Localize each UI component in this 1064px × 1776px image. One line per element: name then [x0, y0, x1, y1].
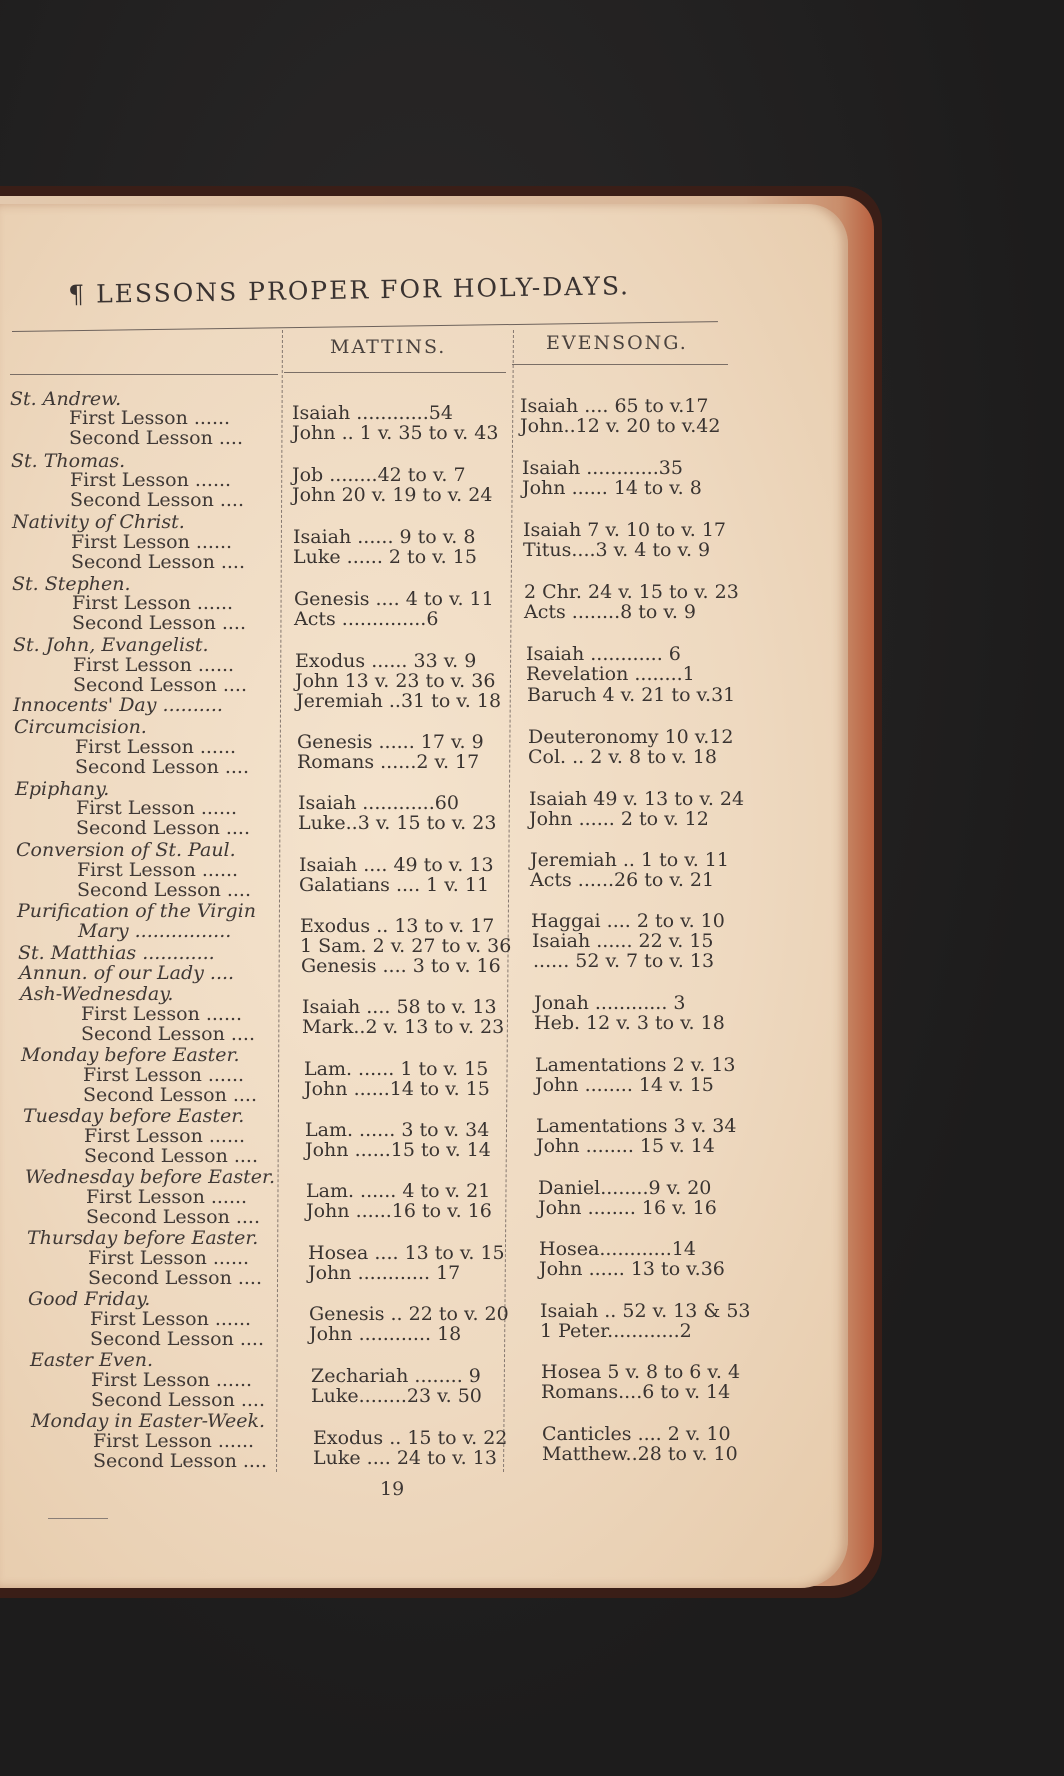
day-label: Tuesday before Easter.: [23, 1105, 245, 1127]
evensong-first: Jonah ............ 3: [534, 992, 686, 1014]
evensong-second: Acts ......26 to v. 21: [530, 869, 715, 891]
second-lesson-label: Second Lesson ....: [71, 551, 246, 573]
mattins-second: Galatians .... 1 v. 11: [299, 874, 490, 896]
mattins-second: John 20 v. 19 to v. 24: [292, 484, 493, 506]
second-lesson-label: Second Lesson ....: [86, 1206, 261, 1228]
mattins-first: Exodus ...... 33 v. 9: [295, 650, 477, 672]
first-lesson-label: First Lesson ......: [73, 654, 235, 676]
day-label: Good Friday.: [28, 1288, 151, 1310]
first-lesson-label: First Lesson ......: [86, 1186, 248, 1208]
mattins-first: Lam. ...... 4 to v. 21: [306, 1180, 491, 1202]
second-lesson-label: Second Lesson ....: [72, 612, 247, 634]
first-lesson-label: First Lesson ......: [77, 859, 239, 881]
day-label: Ash-Wednesday.: [20, 983, 174, 1005]
evensong-first: Lamentations 2 v. 13: [535, 1054, 736, 1076]
second-lesson-label: Second Lesson ....: [90, 1328, 265, 1350]
evensong-column-rule: [512, 364, 728, 365]
mattins-second: John 13 v. 23 to v. 36: [295, 670, 496, 692]
mattins-first: Genesis .. 22 to v. 20: [309, 1303, 509, 1325]
first-lesson-label: First Lesson ......: [83, 1064, 245, 1086]
evensong-second: Revelation ........1: [526, 663, 695, 685]
evensong-second: John ........ 14 v. 15: [535, 1074, 714, 1096]
mattins-second: John ............ 18: [309, 1323, 462, 1345]
day-label: Annun. of our Lady ....: [19, 962, 235, 984]
evensong-first: Deuteronomy 10 v.12: [528, 726, 734, 748]
day-label: Purification of the Virgin: [17, 900, 256, 922]
evensong-second: Matthew..28 to v. 10: [542, 1443, 738, 1465]
mattins-column-rule: [284, 372, 506, 373]
mattins-first: Job ........42 to v. 7: [292, 464, 466, 486]
evensong-first: Isaiah ............35: [522, 457, 683, 479]
day-label: Conversion of St. Paul.: [16, 839, 236, 861]
second-lesson-label: Second Lesson ....: [81, 1023, 256, 1045]
first-lesson-label: First Lesson ......: [91, 1369, 253, 1391]
mattins-first: Isaiah ............54: [292, 402, 453, 424]
first-lesson-label: First Lesson ......: [90, 1308, 252, 1330]
first-lesson-label: First Lesson ......: [70, 469, 232, 491]
mattins-column-header: MATTINS.: [330, 336, 447, 358]
day-label: St. Andrew.: [10, 388, 122, 410]
mattins-first: Hosea .... 13 to v. 15: [308, 1242, 505, 1264]
evensong-column-header: EVENSONG.: [546, 332, 688, 354]
mattins-second: John .. 1 v. 35 to v. 43: [292, 422, 499, 444]
second-lesson-label: Second Lesson ....: [93, 1450, 268, 1472]
mattins-first: Zechariah ........ 9: [311, 1365, 481, 1387]
day-label: St. John, Evangelist.: [13, 634, 209, 656]
footer-rule: [48, 1518, 108, 1519]
evensong-second: John ...... 13 to v.36: [539, 1258, 725, 1280]
evensong-first: Isaiah ............ 6: [526, 643, 681, 665]
mattins-first: Isaiah .... 49 to v. 13: [299, 854, 494, 876]
mattins-second: John ......16 to v. 16: [306, 1200, 492, 1222]
second-lesson-label: Second Lesson ....: [84, 1145, 259, 1167]
mattins-second: Acts ..............6: [294, 608, 439, 630]
evensong-second: John ........ 15 v. 14: [536, 1135, 715, 1157]
mattins-second: John ......14 to v. 15: [304, 1078, 490, 1100]
evensong-second: Romans....6 to v. 14: [541, 1381, 731, 1403]
first-lesson-label: First Lesson ......: [76, 797, 238, 819]
first-lesson-label: First Lesson ......: [81, 1003, 243, 1025]
mattins-first: Isaiah ...... 9 to v. 8: [293, 526, 476, 548]
page-heading: ¶ LESSONS PROPER FOR HOLY-DAYS.: [68, 271, 631, 309]
evensong-first: Haggai .... 2 to v. 10: [531, 910, 725, 932]
evensong-first: 2 Chr. 24 v. 15 to v. 23: [524, 581, 739, 603]
mattins-first: Exodus .. 13 to v. 17: [300, 915, 495, 937]
evensong-second: John..12 v. 20 to v.42: [520, 415, 721, 437]
mattins-first: Genesis .... 3 to v. 16: [301, 955, 501, 977]
second-lesson-label: Second Lesson ....: [91, 1389, 266, 1411]
mattins-second: Luke..3 v. 15 to v. 23: [298, 812, 497, 834]
evensong-first: Isaiah .... 65 to v.17: [520, 395, 709, 417]
second-lesson-label: Second Lesson ....: [77, 879, 252, 901]
second-lesson-label: Second Lesson ....: [69, 427, 244, 449]
evensong-first: Isaiah 7 v. 10 to v. 17: [523, 519, 727, 541]
day-label: St. Matthias ............: [18, 942, 215, 964]
evensong-first: Jeremiah .. 1 to v. 11: [530, 849, 729, 871]
evensong-first: Canticles .... 2 v. 10: [542, 1423, 731, 1445]
day-label: St. Stephen.: [12, 573, 131, 595]
evensong-second: Acts ........8 to v. 9: [524, 601, 696, 623]
mattins-second: Luke .... 24 to v. 13: [313, 1447, 497, 1469]
day-label: Wednesday before Easter.: [25, 1166, 275, 1188]
mattins-first: Isaiah .... 58 to v. 13: [302, 996, 497, 1018]
day-label: Thursday before Easter.: [27, 1227, 259, 1249]
evensong-first: Lamentations 3 v. 34: [536, 1115, 737, 1137]
mattins-second: Romans ......2 v. 17: [297, 751, 480, 773]
evensong-first: Isaiah 49 v. 13 to v. 24: [529, 788, 745, 810]
mattins-first: Lam. ...... 3 to v. 34: [305, 1119, 490, 1141]
evensong-first: Isaiah .. 52 v. 13 & 53: [540, 1300, 751, 1322]
day-label: Innocents' Day ..........: [13, 694, 223, 716]
evensong-first: Baruch 4 v. 21 to v.31: [527, 684, 736, 706]
mattins-first: Exodus .. 15 to v. 22: [313, 1427, 508, 1449]
day-label: Easter Even.: [30, 1349, 154, 1371]
evensong-second: 1 Peter............2: [540, 1320, 692, 1342]
evensong-first: ...... 52 v. 7 to v. 13: [533, 950, 715, 972]
evensong-second: John ...... 14 to v. 8: [522, 477, 702, 499]
evensong-second: John ...... 2 to v. 12: [529, 808, 709, 830]
mattins-first: Genesis .... 4 to v. 11: [294, 588, 494, 610]
evensong-second: Titus....3 v. 4 to v. 9: [523, 539, 711, 561]
evensong-first: Hosea 5 v. 8 to 6 v. 4: [541, 1361, 741, 1383]
mattins-second: John ......15 to v. 14: [305, 1139, 491, 1161]
mattins-first: Isaiah ............60: [298, 792, 459, 814]
day-label: St. Thomas.: [11, 450, 126, 472]
second-lesson-label: Second Lesson ....: [73, 674, 248, 696]
evensong-first: Hosea............14: [539, 1238, 696, 1260]
first-lesson-label: First Lesson ......: [88, 1247, 250, 1269]
day-label: Circumcision.: [14, 716, 147, 738]
mattins-second: Mark..2 v. 13 to v. 23: [302, 1016, 505, 1038]
mattins-second: John ............ 17: [308, 1262, 461, 1284]
second-lesson-label: Second Lesson ....: [76, 817, 251, 839]
mattins-second: Luke ...... 2 to v. 15: [293, 546, 477, 568]
day-label-continued: Mary ................: [78, 920, 232, 942]
evensong-first: Daniel........9 v. 20: [538, 1177, 712, 1199]
first-lesson-label: First Lesson ......: [69, 407, 231, 429]
page-number: 19: [380, 1478, 405, 1500]
evensong-first: Isaiah ...... 22 v. 15: [532, 930, 714, 952]
mattins-first: Lam. ...... 1 to v. 15: [304, 1058, 489, 1080]
first-lesson-label: First Lesson ......: [71, 531, 233, 553]
second-lesson-label: Second Lesson ....: [83, 1084, 258, 1106]
evensong-second: Heb. 12 v. 3 to v. 18: [534, 1012, 725, 1034]
second-lesson-label: Second Lesson ....: [75, 756, 250, 778]
first-lesson-label: First Lesson ......: [84, 1125, 246, 1147]
first-lesson-label: First Lesson ......: [93, 1430, 255, 1452]
first-lesson-label: First Lesson ......: [72, 592, 234, 614]
day-label: Epiphany.: [15, 778, 110, 800]
second-lesson-label: Second Lesson ....: [70, 489, 245, 511]
mattins-second: Luke........23 v. 50: [311, 1385, 482, 1407]
day-label: Monday in Easter-Week.: [31, 1410, 266, 1432]
mattins-first: Jeremiah ..31 to v. 18: [296, 690, 502, 712]
evensong-second: John ........ 16 v. 16: [538, 1197, 717, 1219]
day-column-rule: [10, 374, 278, 375]
second-lesson-label: Second Lesson ....: [88, 1267, 263, 1289]
mattins-first: Genesis ...... 17 v. 9: [297, 731, 484, 753]
day-label: Nativity of Christ.: [12, 511, 185, 533]
first-lesson-label: First Lesson ......: [75, 736, 237, 758]
evensong-second: Col. .. 2 v. 8 to v. 18: [528, 746, 717, 768]
mattins-first: 1 Sam. 2 v. 27 to v. 36: [300, 935, 512, 957]
day-label: Monday before Easter.: [21, 1044, 240, 1066]
